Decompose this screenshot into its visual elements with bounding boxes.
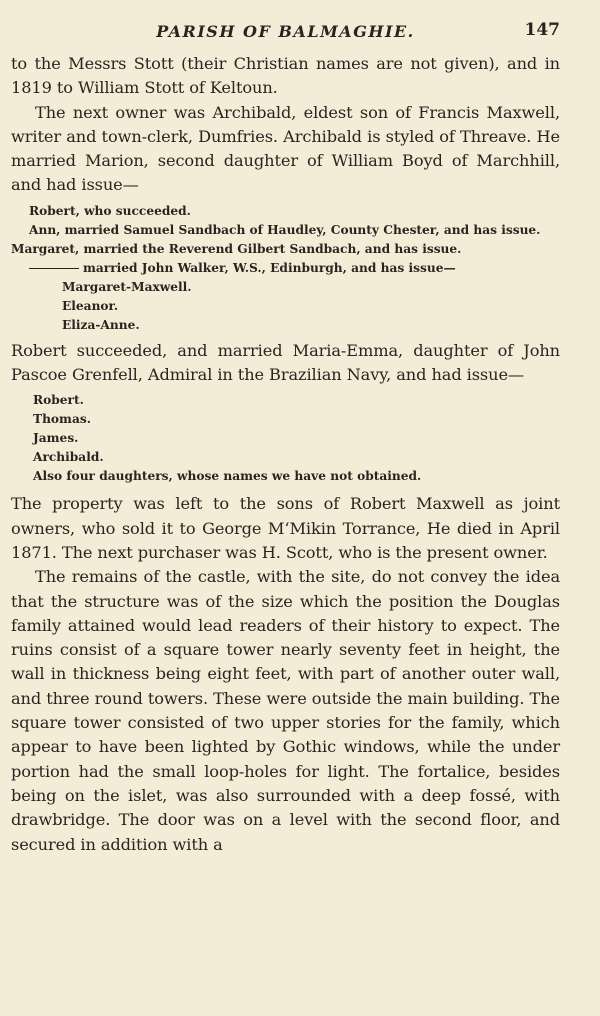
list-item: Robert. xyxy=(33,393,84,408)
paragraph-next-owner: The next owner was Archibald, eldest son of Francis Maxwell, writer and town-clerk, Dumfries. Archibald is styled of Threave. He married Marion, second daughter of William Boyd of Marchhill, and had issue— xyxy=(11,102,560,195)
list-item: Margaret, married the Reverend Gilbert Sandbach, and has issue. xyxy=(11,241,462,256)
list-item: Archibald. xyxy=(33,450,104,465)
list-item: Also four daughters, whose names we have not obtained. xyxy=(33,469,422,484)
paragraph-continuation: to the Messrs Stott (their Christian names are not given), and in 1819 to William Stott of Keltoun. xyxy=(11,54,560,98)
paragraph-property: The property was left to the sons of Robert Maxwell as joint owners, who sold it to George M‘Mikin Torrance, He died in April 1871. The next purchaser was H. Scott, who is the present owner. xyxy=(11,494,560,562)
list-subitem: Eleanor. xyxy=(62,298,119,313)
list-subitem: Margaret-Maxwell. xyxy=(62,279,192,294)
page-header xyxy=(11,14,560,52)
list-item: Ann, married Samuel Sandbach of Haudley, County Chester, and has issue. xyxy=(29,222,541,237)
list-item xyxy=(29,259,560,278)
issue-list-robert xyxy=(33,391,560,486)
dash-rule xyxy=(29,268,79,269)
list-item: Robert, who succeeded. xyxy=(29,203,191,218)
paragraph-castle-remains: The remains of the castle, with the site, do not convey the idea that the structure was of the size which the position the Douglas family attained would lead readers of their history to expect. The ruins consist of a square tower nearly seventy feet in height, the wall in thickness being eight feet, with part of another outer wall, and three round towers. These were outside the main building. The square tower consisted of two upper stories for the family, which appear to have been lighted by Gothic windows, while the under portion had the small loop-holes for light. The fortalice, besides being on the islet, was also surrounded with a deep fossé, with drawbridge. The door was on a level with the second floor, and secured in addition with a xyxy=(11,567,560,854)
running-title: PARISH OF BALMAGHIE. xyxy=(156,22,415,41)
list-item: James. xyxy=(33,431,79,446)
paragraph-robert: Robert succeeded, and married Maria-Emma, daughter of John Pascoe Grenfell, Admiral in the Brazilian Navy, and had issue— xyxy=(11,340,560,385)
list-item: Thomas. xyxy=(33,412,91,427)
issue-list-archibald xyxy=(11,202,560,335)
page-number: 147 xyxy=(524,20,560,40)
list-subitem: Eliza-Anne. xyxy=(62,317,140,332)
list-item-text: married John Walker, W.S., Edinburgh, and has issue— xyxy=(83,260,456,275)
